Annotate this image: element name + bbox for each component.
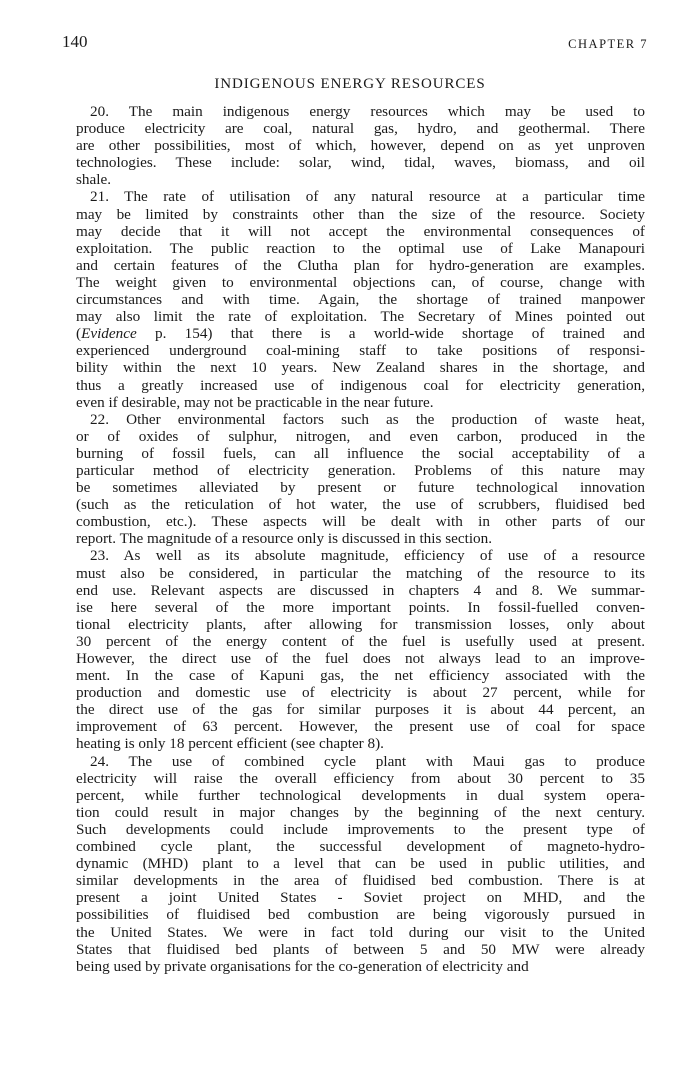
text-line: (such as the reticulation of hot water, the use of scrubbers, fluidised bed: [76, 496, 645, 514]
text-line: The weight given to environmental objections can, of course, change with: [76, 273, 645, 291]
text-line: present a joint United States - Soviet project on MHD, and the: [76, 889, 645, 907]
text-line: production and domestic use of electricity is about 27 percent, while for: [76, 684, 645, 702]
text-line: the United States. We were in fact told during our visit to the United: [76, 923, 645, 941]
paragraph: [76, 753, 645, 975]
text-line: may be limited by constraints other than the size of the resource. Society: [76, 205, 645, 223]
paragraph: [76, 103, 645, 188]
text-line: ment. In the case of Kapuni gas, the net efficiency associated with the: [76, 667, 645, 685]
text-line: may decide that it will not accept the environmental consequences of: [76, 222, 645, 240]
text-line: exploitation. The public reaction to the optimal use of Lake Manapouri: [76, 239, 645, 257]
text-line: end use. Relevant aspects are discussed in chapters 4 and 8. We summar-: [76, 581, 645, 599]
paragraph: [76, 411, 645, 548]
text-line: 24. The use of combined cycle plant with Maui gas to produce: [90, 752, 645, 770]
text-line: possibilities of fluidised bed combustion are being vigorously pursued in: [76, 906, 645, 924]
text-line: 22. Other environmental factors such as the production of waste heat,: [90, 410, 645, 428]
text-line: States that fluidised bed plants of between 5 and 50 MW were already: [76, 940, 645, 958]
text-line: and certain features of the Clutha plan for hydro-generation are examples.: [76, 256, 645, 274]
text-line: Such developments could include improvements to the present type of: [76, 820, 645, 838]
page-header: [62, 32, 648, 56]
text-line: bility within the next 10 years. New Zealand shares in the shortage, and: [76, 359, 645, 377]
text-line: percent, while further technological developments in dual system opera-: [76, 786, 645, 804]
text-line: combined cycle plant, the successful development of magneto-hydro-: [76, 838, 645, 856]
text-line: (Evidence p. 154) that there is a world-wide shortage of trained and: [76, 325, 645, 343]
text-line: However, the direct use of the fuel does not always lead to an improve-: [76, 650, 645, 667]
text-line: be sometimes alleviated by present or future technological innovation: [76, 479, 645, 497]
text-line: burning of fossil fuels, can all influence the social acceptability of a: [76, 444, 645, 462]
text-line: dynamic (MHD) plant to a level that can be used in public utilities, and: [76, 855, 645, 873]
text-line: 20. The main indigenous energy resources which may be used to: [90, 103, 645, 120]
text-line: combustion, etc.). These aspects will be dealt with in other parts of our: [76, 513, 645, 531]
paragraph: [76, 547, 645, 752]
text-line: experienced underground coal-mining staff to take positions of responsi-: [76, 342, 645, 360]
text-line: similar developments in the area of fluidised bed combustion. There is at: [76, 872, 645, 890]
text-line: ise here several of the more important points. In fossil-fuelled conven-: [76, 598, 645, 616]
chapter-label: CHAPTER 7: [568, 37, 648, 51]
text-line: shale.: [76, 171, 112, 189]
text-line: electricity will raise the overall efficiency from about 30 percent to 35: [76, 769, 645, 787]
text-line: 30 percent of the energy content of the fuel is usefully used at present.: [76, 632, 645, 650]
text-line: improvement of 63 percent. However, the present use of coal for space: [76, 718, 645, 736]
text-line: 21. The rate of utilisation of any natural resource at a particular time: [90, 188, 645, 206]
text-line: are other possibilities, most of which, however, depend on as yet unproven: [76, 137, 645, 155]
text-line: thus a greatly increased use of indigenous coal for electricity generation,: [76, 376, 645, 394]
text-line: must also be considered, in particular the matching of the resource to its: [76, 564, 645, 582]
text-line: report. The magnitude of a resource only is discussed in this section.: [76, 530, 493, 548]
text-line: 23. As well as its absolute magnitude, efficiency of use of a resource: [90, 547, 645, 565]
text-line: may also limit the rate of exploitation. The Secretary of Mines pointed out: [76, 308, 645, 326]
paragraph: [76, 188, 645, 410]
section-title: INDIGENOUS ENERGY RESOURCES: [214, 76, 486, 92]
text-line: heating is only 18 percent efficient (see chapter 8).: [76, 735, 384, 753]
text-line: particular method of electricity generation. Problems of this nature may: [76, 461, 645, 479]
text-line: being used by private organisations for the co-generation of electricity and: [76, 957, 529, 975]
text-line: the direct use of the gas for similar purposes it is about 44 percent, an: [76, 701, 645, 719]
text-line: tion could result in major changes by the beginning of the next century.: [76, 803, 645, 821]
body-text: [76, 103, 645, 975]
text-line: even if desirable, may not be practicable in the near future.: [76, 393, 434, 411]
text-line: tional electricity plants, after allowing for transmission losses, only about: [76, 615, 645, 633]
page-number: 140: [62, 32, 88, 51]
text-line: produce electricity are coal, natural gas, hydro, and geothermal. There: [76, 120, 645, 138]
text-line: circumstances and with time. Again, the shortage of trained manpower: [76, 291, 645, 309]
text-line: technologies. These include: solar, wind, tidal, waves, biomass, and oil: [76, 154, 645, 172]
text-line: or of oxides of sulphur, nitrogen, and even carbon, produced in the: [76, 427, 645, 445]
